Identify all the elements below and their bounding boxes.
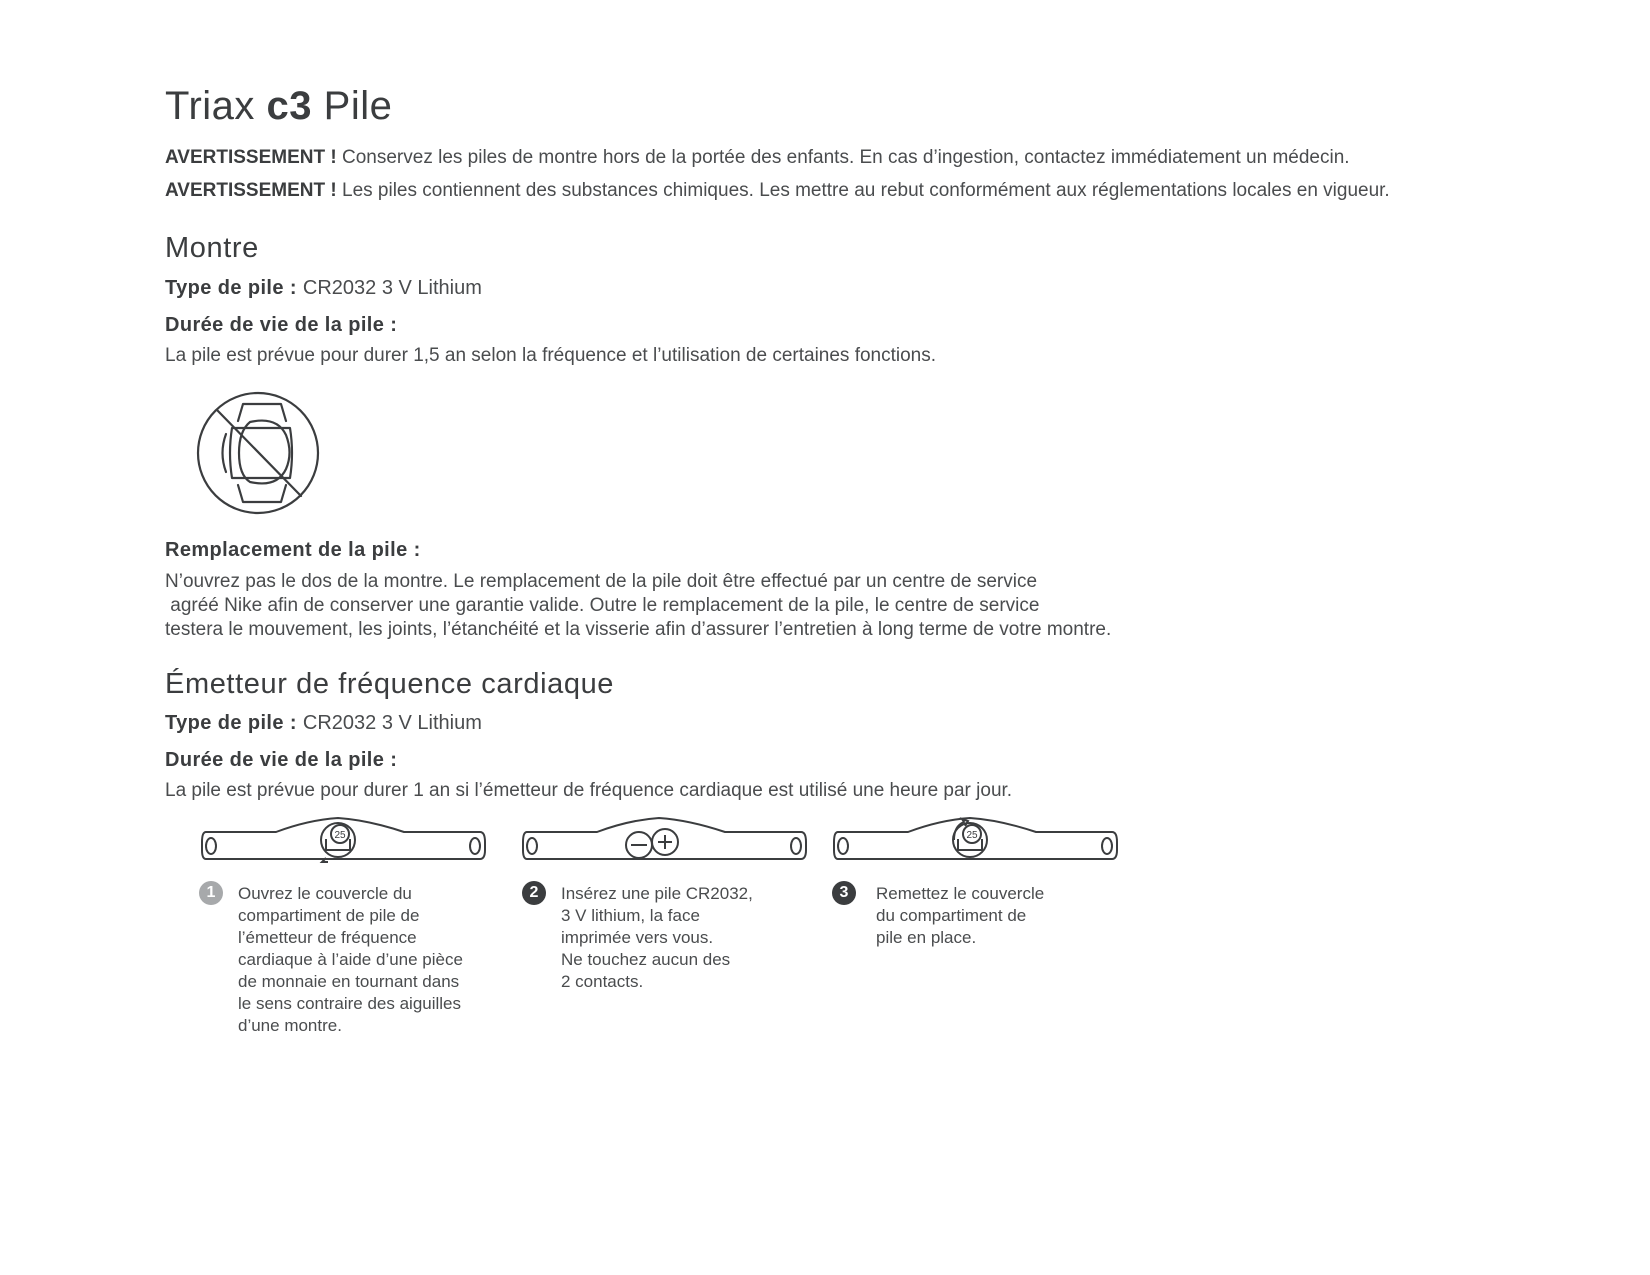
step-line: Remettez le couvercle [876,884,1045,903]
warning-label: AVERTISSEMENT ! [165,147,337,168]
step-1-badge: 1 [199,881,223,905]
step-line: l’émetteur de fréquence [238,928,417,947]
warning-label: AVERTISSEMENT ! [165,180,337,201]
step-line: Ne touchez aucun des [561,950,731,969]
warning-text: Conservez les piles de montre hors de la portée des enfants. En cas d’ingestion, contactez immédiatement un médecin. [342,147,1350,168]
step-line: d’une montre. [238,1016,342,1035]
hrm-type-label: Type de pile : [165,712,297,734]
coin-label: 25 [334,830,346,841]
replace-line: N’ouvrez pas le dos de la montre. Le remplacement de la pile doit être effectué par un centre de service [165,571,1038,592]
step-3-badge: 3 [832,881,856,905]
step-2-text [561,883,753,993]
step-line: compartiment de pile de [238,906,420,925]
step-line: 2 contacts. [561,972,644,991]
step-line: imprimée vers vous. [561,928,714,947]
step-line: pile en place. [876,928,977,947]
hrm-type-value: CR2032 3 V Lithium [302,712,482,734]
replace-line: testera le mouvement, les joints, l’étanchéité et la visserie afin d’assurer l’entretien à long terme de votre montre. [165,619,1112,640]
step-2-badge: 2 [522,881,546,905]
page-title [165,84,392,129]
no-open-watch-icon [195,390,321,516]
hrm-step3-illustration [830,812,1122,868]
watch-type-value: CR2032 3 V Lithium [302,277,482,299]
hrm-heading: Émetteur de fréquence cardiaque [165,668,615,700]
hrm-life-text: La pile est prévue pour durer 1 an si l’émetteur de fréquence cardiaque est utilisé une heure par jour. [165,780,1013,801]
title-model: c3 [266,84,313,128]
step-line: du compartiment de [876,906,1027,925]
watch-life-text: La pile est prévue pour durer 1,5 an selon la fréquence et l’utilisation de certaines fonctions. [165,345,937,366]
hrm-battery-type [165,712,482,735]
title-brand: Triax [165,84,255,128]
step-line: Ouvrez le couvercle du [238,884,412,903]
hrm-step1-illustration [198,812,490,868]
step-line: de monnaie en tournant dans [238,972,460,991]
step-1-text [238,883,463,1037]
title-word: Pile [323,84,393,128]
watch-heading: Montre [165,232,259,264]
warning-text: Les piles contiennent des substances chimiques. Les mettre au rebut conformément aux réglementations locales en vigueur. [342,180,1390,201]
step-line: le sens contraire des aiguilles [238,994,462,1013]
watch-battery-type [165,277,482,300]
warning-2 [165,180,1390,202]
hrm-life-label: Durée de vie de la pile : [165,749,398,771]
step-line: Insérez une pile CR2032, [561,884,753,903]
step-line: cardiaque à l’aide d’une pièce [238,950,463,969]
watch-life-label: Durée de vie de la pile : [165,314,398,336]
watch-type-label: Type de pile : [165,277,297,299]
warning-1 [165,147,1350,169]
coin-label: 25 [966,830,978,841]
replace-line: agréé Nike afin de conserver une garantie valide. Outre le remplacement de la pile, le centre de service [165,595,1040,616]
step-3-text [876,883,1044,949]
watch-replace-text [165,570,1111,642]
hrm-step2-illustration [519,812,811,868]
watch-replace-label: Remplacement de la pile : [165,539,421,561]
step-line: 3 V lithium, la face [561,906,700,925]
